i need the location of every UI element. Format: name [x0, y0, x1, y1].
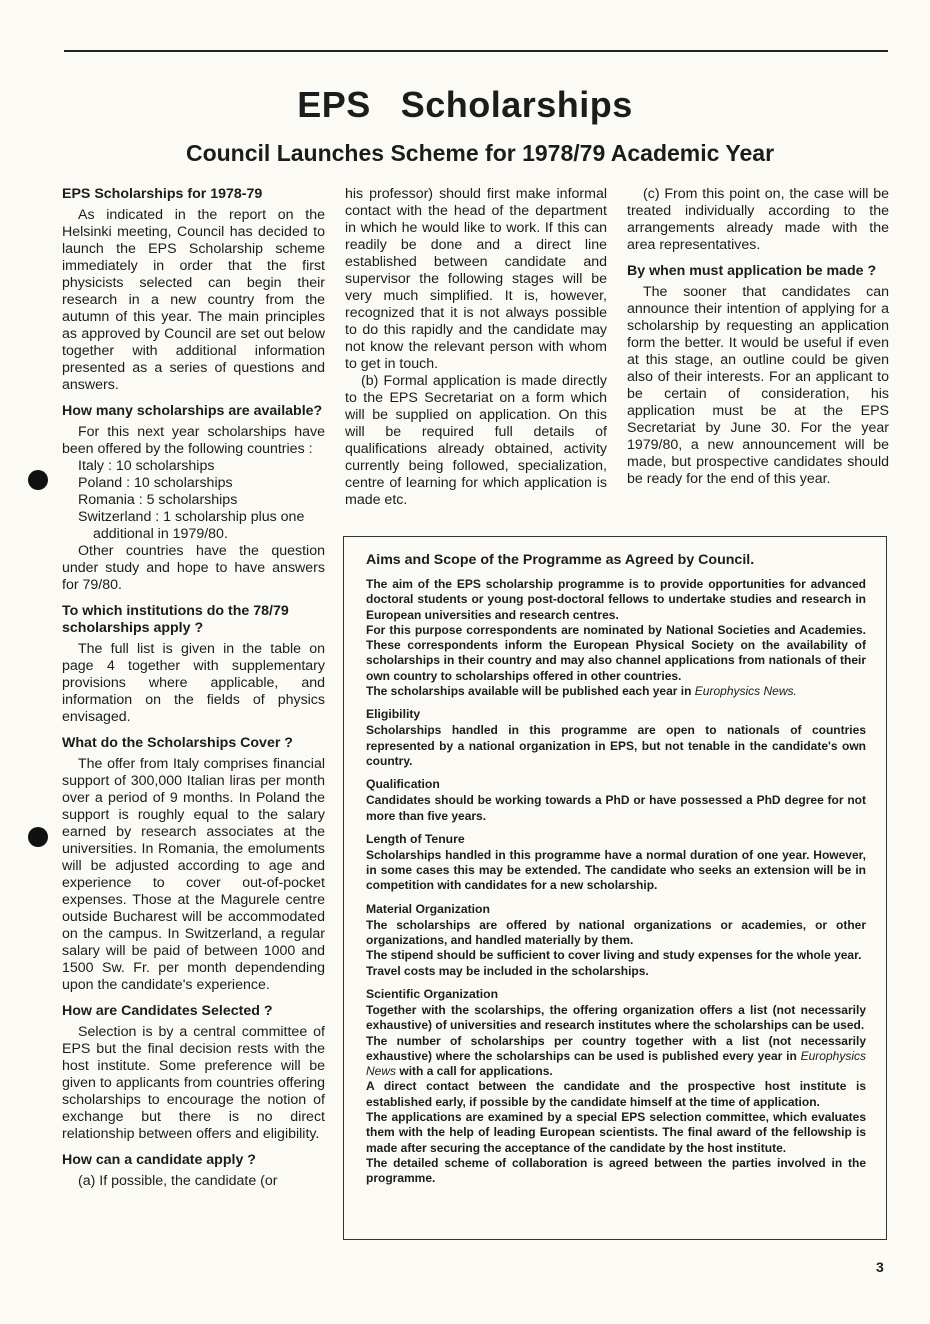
paragraph: (a) If possible, the candidate (or	[78, 1173, 278, 1189]
box-italic: Europhysics News.	[694, 684, 797, 699]
box-paragraph: A direct contact between the candidate and the prospective host institute is established early, if possible by the candidate himself at the time of application.	[366, 1079, 866, 1109]
punch-hole	[28, 470, 48, 490]
paragraph: (b) Formal application is made directly to the EPS Secretariat on a form which will be supplied on application. On this will be required full details of qualifications already obtained, activity currently being followed, specialization, centre of learning for which application is made etc.	[345, 373, 607, 508]
box-paragraph: Travel costs may be included in the scholarships.	[366, 963, 649, 978]
box-paragraph: Scholarships handled in this programme are open to nationals of countries represented by a national organization in EPS, but not tenable in the candidate's own country.	[366, 723, 866, 768]
box-text: The number of scholarships per country together with a list (not necessarily exhaustive) where the scholarships can be used is published every year in	[366, 1033, 866, 1063]
box-heading: Eligibility	[366, 707, 421, 722]
box-heading: Material Organization	[366, 901, 490, 916]
box-title: Aims and Scope of the Programme as Agreed by Council.	[366, 552, 755, 568]
page-title	[0, 84, 930, 126]
box-paragraph: Candidates should be working towards a PhD or have possessed a PhD degree for not more than five years.	[366, 793, 866, 823]
list-item: Italy : 10 scholarships	[78, 458, 215, 474]
page-number: 3	[876, 1259, 884, 1275]
page-subtitle: Council Launches Scheme for 1978/79 Academic Year	[185, 140, 775, 166]
list-item: Romania : 5 scholarships	[78, 492, 238, 508]
box-paragraph: The detailed scheme of collaboration is agreed between the parties involved in the programme.	[366, 1155, 866, 1186]
box-paragraph: The aim of the EPS scholarship programme is to provide opportunities for advanced doctoral students or young post-doctoral fellows to undertake studies and research in European universities and research centres.	[366, 577, 866, 622]
box-paragraph: Together with the scolarships, the offering organization offers a list (not necessarily exhaustive) of universities and research institutes where the scholarships can be used.	[366, 1002, 866, 1033]
paragraph: For this next year scholarships have been offered by the following countries :	[62, 424, 325, 457]
paragraph: Selection is by a central committee of EPS but the final decision rests with the host institute. Some preference will be given to applicants from countries offering scholarships to encourage the notion of exchange but there is no direct relationship between offers and eligibility.	[62, 1024, 325, 1142]
list-item	[62, 509, 325, 543]
box-text: The scholarships available will be published each year in	[366, 684, 692, 699]
box-heading: Qualification	[366, 777, 440, 792]
paragraph: The sooner that candidates can announce their intention of applying for a scholarship by requesting an application form the better. It would be useful if even at this stage, an outline could be given also of their interests. For an applicant to be certain of consideration, his application must be at the EPS Secretariat by June 30. For the year 1979/80, a new announcement will be made, but prospective candidates should be ready for the end of this year.	[627, 284, 889, 487]
list-item-text: Switzerland : 1 scholarship plus one	[78, 509, 305, 525]
paragraph: (c) From this point on, the case will be treated individually according to the arrangements already made with the area representatives.	[627, 186, 889, 253]
list-item-continuation: additional in 1979/80.	[93, 526, 228, 542]
punch-hole	[28, 827, 48, 847]
heading: How are Candidates Selected ?	[62, 1003, 273, 1019]
heading: How can a candidate apply ?	[62, 1152, 256, 1168]
box-heading: Length of Tenure	[366, 831, 465, 846]
column-1	[62, 186, 325, 1190]
heading: EPS Scholarships for 1978-79	[62, 186, 263, 202]
box-paragraph: For this purpose correspondents are nominated by National Societies and Academies. These correspondents inform the European Physical Society on the availability of scholarships in their country and may also channel applications from nationals of their own country to scholarships offered in other countries.	[366, 622, 866, 683]
top-rule	[64, 50, 888, 52]
box-paragraph	[366, 1034, 866, 1080]
box-text: with a call for applications.	[399, 1064, 553, 1079]
box-italic: Europhysics News	[366, 1048, 866, 1079]
heading: To which institutions do the 78/79 scholarships apply ?	[62, 603, 289, 636]
box-paragraph: The scholarships are offered by national organizations or academies, or other organizations, and handled materially by them.	[366, 917, 866, 948]
box-paragraph: Scholarships handled in this programme have a normal duration of one year. However, in some cases this may be extended. The candidate who seeks an extension will be in competition with candidates for a new scholarship.	[366, 847, 866, 893]
list-item: Poland : 10 scholarships	[78, 475, 233, 491]
column-3	[627, 186, 889, 488]
paragraph: Other countries have the question under study and hope to have answers for 79/80.	[62, 543, 325, 593]
heading: What do the Scholarships Cover ?	[62, 735, 293, 751]
box-paragraph: The applications are examined by a special EPS selection committee, which evaluates them with the help of leading European scientists. The final award of the fellowship is made after securing the acceptance of the candidate by the host institute.	[366, 1110, 866, 1155]
column-2	[345, 186, 607, 509]
heading: How many scholarships are available?	[62, 403, 323, 419]
box-paragraph: The stipend should be sufficient to cover living and study expenses for the whole year.	[366, 948, 862, 963]
paragraph: his professor) should first make informal contact with the head of the department in which he would like to work. If this can readily be done and a direct line established between candidate and supervisor the following stages will be very much simplified. It is, however, recognized that it is not always possible to do this rapidly and the candidate may not know the relevant person with whom to get in touch.	[345, 186, 607, 372]
heading: By when must application be made ?	[627, 263, 877, 279]
box-heading: Scientific Organization	[366, 986, 499, 1001]
paragraph: As indicated in the report on the Helsinki meeting, Council has decided to launch the EPS Scholarship scheme immediately in order that the first physicists selected can begin their research in a new country from the autumn of this year. The main principles as approved by Council are set out below together with additional information presented as a series of questions and answers.	[62, 207, 325, 393]
aims-scope-box	[343, 536, 887, 1240]
box-paragraph	[366, 684, 866, 699]
title-scholarships: Scholarships	[400, 84, 633, 125]
paragraph: The full list is given in the table on page 4 together with supplementary provisions where applicable, and information on the fields of physics envisaged.	[62, 641, 325, 725]
paragraph: The offer from Italy comprises financial support of 300,000 Italian liras per month over a period of 9 months. In Poland the support is roughly equal to the salary earned by research associates at the universities. In Romania, the emoluments will be adjusted according to age and experience to cover out-of-pocket expenses. Those at the Magurele centre outside Bucharest will be accommodated on the campus. In Switzerland, a regular salary will be paid of between 1000 and 1500 Sw. Fr. per month dependending upon the candidate's experience.	[62, 756, 325, 993]
title-eps: EPS	[297, 84, 371, 125]
